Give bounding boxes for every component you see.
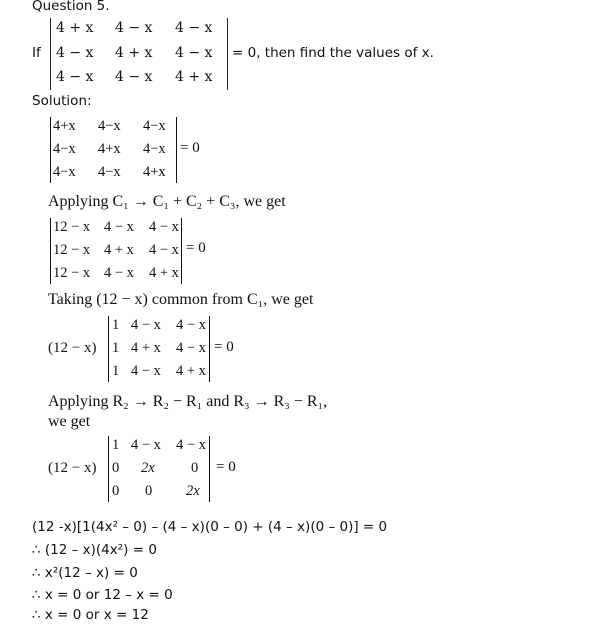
d3-cell-2-1: 4 − x	[131, 363, 161, 379]
step-3-line-2: we get	[48, 413, 91, 430]
solution-label: Solution:	[32, 93, 92, 109]
d4-cell-2-0: 0	[112, 483, 120, 499]
d1-cell-1-0: 4−x	[53, 141, 76, 157]
question-determinant	[50, 18, 228, 90]
q-cell-2-2: 4 + x	[175, 69, 213, 85]
solution-determinant-1	[50, 117, 177, 183]
det1-rhs: = 0	[180, 140, 200, 156]
d3-cell-2-0: 1	[112, 363, 120, 379]
step-3-line-1: Applying R₂ → R₂ − R₁ and R₃ → R₃ − R₁,	[48, 393, 328, 410]
solution-line-5: ∴ x = 0 or x = 12	[32, 607, 149, 623]
step-2-text: Taking (12 − x) common from C₁, we get	[48, 291, 314, 308]
d3-cell-1-1: 4 + x	[131, 340, 161, 356]
d4-cell-0-0: 1	[112, 437, 120, 453]
d1-cell-0-0: 4+x	[53, 118, 76, 134]
q-cell-0-1: 4 − x	[115, 20, 153, 36]
d1-cell-1-1: 4+x	[98, 141, 121, 157]
d4-cell-0-1: 4 − x	[131, 437, 161, 453]
q-cell-1-1: 4 + x	[115, 45, 153, 61]
det2-rhs: = 0	[186, 240, 206, 256]
solution-line-4: ∴ x = 0 or 12 – x = 0	[32, 587, 173, 603]
d4-cell-1-2: 0	[191, 460, 199, 476]
if-label: If	[32, 45, 41, 61]
d4-cell-2-1: 0	[145, 483, 153, 499]
d4-cell-0-2: 4 − x	[176, 437, 206, 453]
d1-cell-2-2: 4+x	[143, 164, 166, 180]
d4-cell-2-2: 2x	[186, 483, 200, 499]
d3-cell-0-2: 4 − x	[176, 317, 206, 333]
solution-line-1: (12 -x)[1(4x² – 0) – (4 – x)(0 – 0) + (4 – x)(0 – 0)] = 0	[32, 519, 388, 535]
solution-determinant-4	[108, 436, 210, 502]
d1-cell-2-0: 4−x	[53, 164, 76, 180]
solution-determinant-2	[50, 218, 182, 284]
q-cell-2-1: 4 − x	[115, 69, 153, 85]
d4-cell-1-1: 2x	[141, 460, 155, 476]
d2-cell-1-0: 12 − x	[53, 242, 91, 258]
d3-cell-2-2: 4 + x	[176, 363, 206, 379]
q-cell-1-0: 4 − x	[56, 45, 94, 61]
d2-cell-2-0: 12 − x	[53, 265, 91, 281]
step-1-text: Applying C₁ → C₁ + C₂ + C₃, we get	[48, 193, 286, 210]
d3-cell-0-1: 4 − x	[131, 317, 161, 333]
d3-cell-1-0: 1	[112, 340, 120, 356]
d2-cell-0-0: 12 − x	[53, 219, 91, 235]
d2-cell-2-1: 4 − x	[104, 265, 134, 281]
d4-cell-1-0: 0	[112, 460, 120, 476]
solution-line-3: ∴ x²(12 – x) = 0	[32, 565, 138, 581]
d2-cell-2-2: 4 + x	[149, 265, 179, 281]
question-title: Question 5.	[32, 0, 110, 14]
det3-rhs: = 0	[214, 339, 234, 355]
question-condition: = 0, then find the values of x.	[232, 45, 434, 61]
det4-prefix: (12 − x)	[48, 460, 97, 476]
solution-line-2: ∴ (12 – x)(4x²) = 0	[32, 542, 157, 558]
d1-cell-1-2: 4−x	[143, 141, 166, 157]
solution-determinant-3	[108, 316, 210, 382]
d1-cell-2-1: 4−x	[98, 164, 121, 180]
d3-cell-0-0: 1	[112, 317, 120, 333]
d1-cell-0-1: 4−x	[98, 118, 121, 134]
d2-cell-0-1: 4 − x	[104, 219, 134, 235]
det4-rhs: = 0	[216, 459, 236, 475]
d2-cell-1-1: 4 + x	[104, 242, 134, 258]
q-cell-0-2: 4 − x	[175, 20, 213, 36]
d2-cell-1-2: 4 − x	[149, 242, 179, 258]
q-cell-2-0: 4 − x	[56, 69, 94, 85]
q-cell-1-2: 4 − x	[175, 45, 213, 61]
d3-cell-1-2: 4 − x	[176, 340, 206, 356]
q-cell-0-0: 4 + x	[56, 20, 94, 36]
d2-cell-0-2: 4 − x	[149, 219, 179, 235]
d1-cell-0-2: 4−x	[143, 118, 166, 134]
det3-prefix: (12 − x)	[48, 340, 97, 356]
